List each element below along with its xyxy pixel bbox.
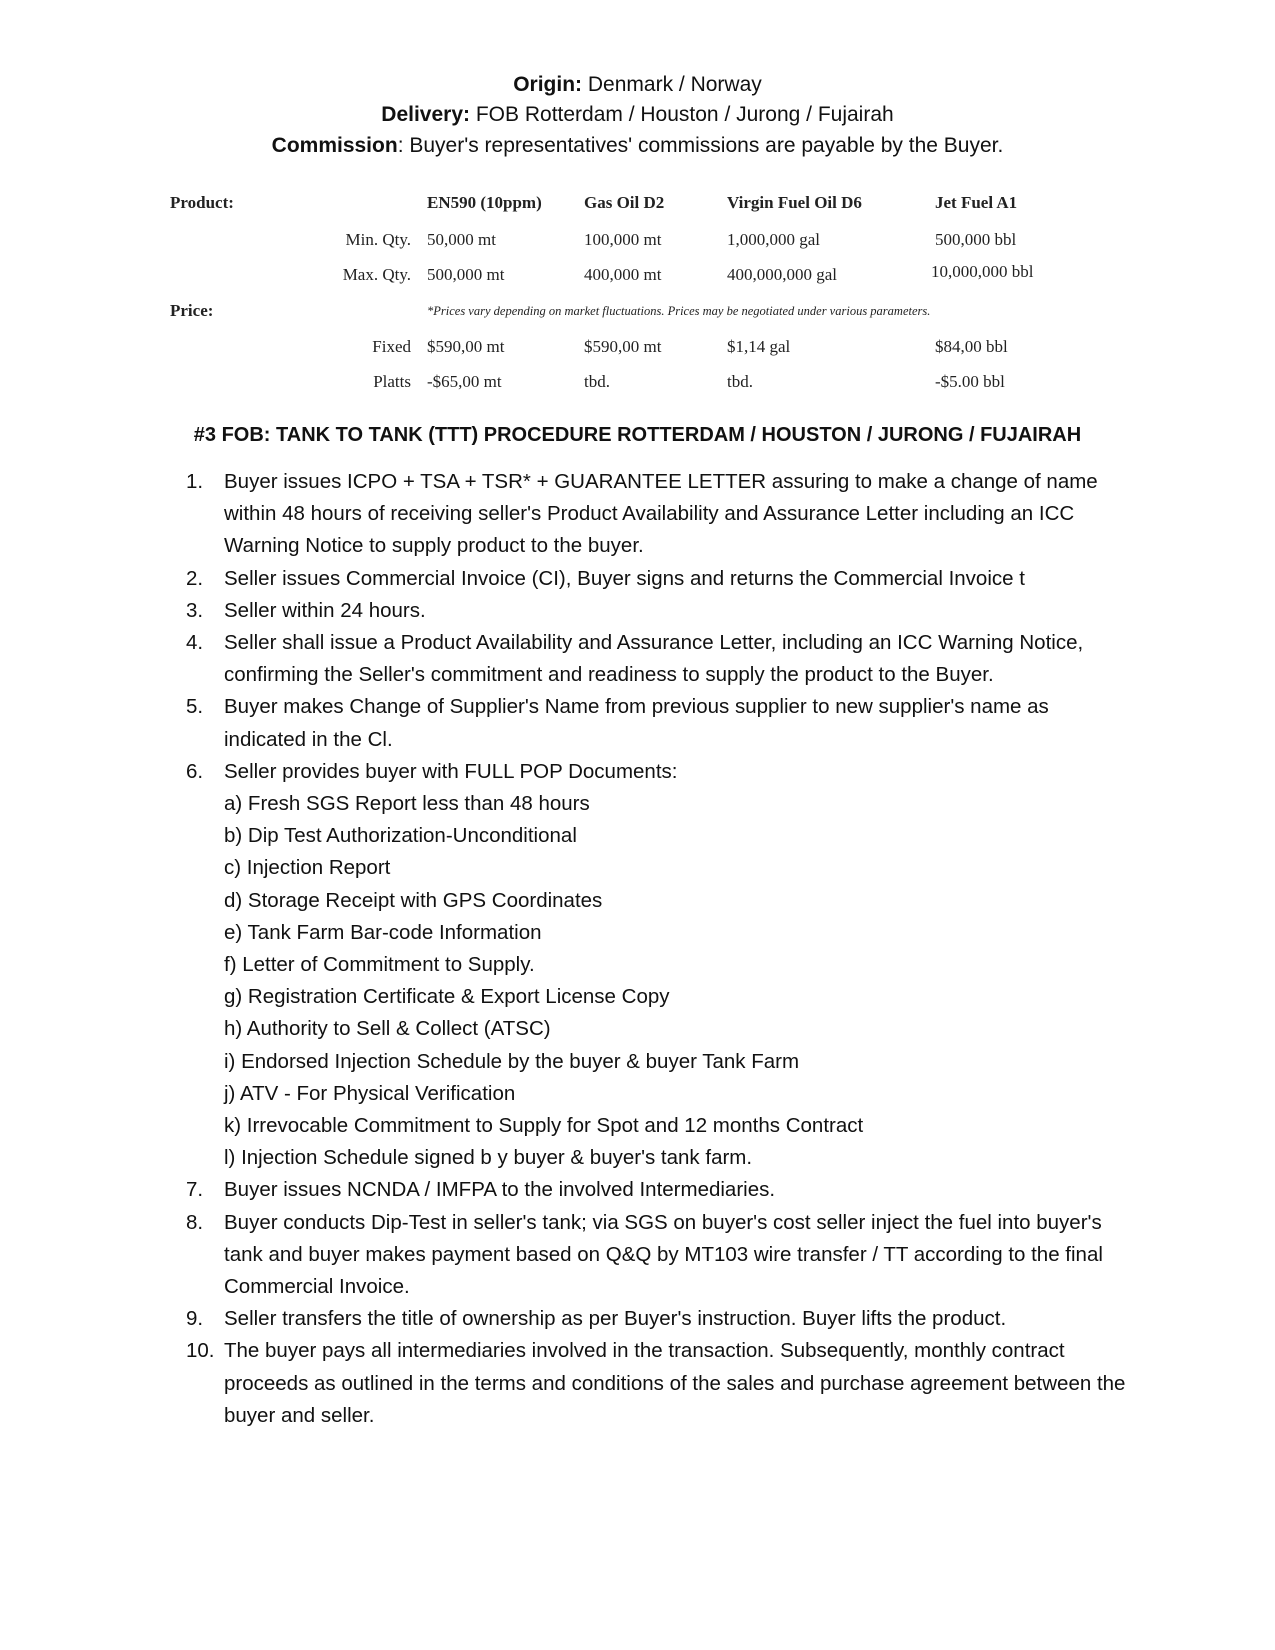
- pop-document-item: g) Registration Certificate & Export License Copy: [224, 985, 670, 1009]
- pop-document-item: a) Fresh SGS Report less than 48 hours: [224, 792, 590, 816]
- pop-document-item: b) Dip Test Authorization-Unconditional: [224, 824, 577, 848]
- table-cell: 1,000,000 gal: [727, 230, 821, 249]
- commission-label: Commission: [271, 134, 398, 157]
- list-item: 2. Seller issues Commercial Invoice (CI), Buyer signs and returns the Commercial Invoice t: [186, 566, 1025, 590]
- pop-document-item: j) ATV - For Physical Verification: [224, 1081, 516, 1105]
- list-item: 9. Seller transfers the title of ownership as per Buyer's instruction. Buyer lifts the product.: [186, 1307, 1007, 1331]
- pop-document-item: d) Storage Receipt with GPS Coordinates: [224, 888, 603, 912]
- table-cell: 500,000 bbl: [935, 230, 1017, 249]
- price-note: *Prices vary depending on market fluctuations. Prices may be negotiated under various parameters.: [427, 304, 931, 318]
- pop-document-item: i) Endorsed Injection Schedule by the buyer & buyer Tank Farm: [224, 1049, 800, 1073]
- pop-document-item: e) Tank Farm Bar-code Information: [224, 920, 542, 944]
- table-cell: $1,14 gal: [727, 337, 791, 356]
- pop-document-item: c) Injection Report: [224, 856, 391, 880]
- price-label: Price:: [170, 301, 214, 320]
- table-cell: 100,000 mt: [584, 230, 662, 249]
- table-cell: 400,000 mt: [584, 265, 662, 284]
- table-cell: $590,00 mt: [427, 337, 505, 356]
- table-cell: tbd.: [727, 372, 753, 391]
- delivery-line: [0, 100, 1275, 130]
- column-header: Jet Fuel A1: [935, 193, 1018, 212]
- table-cell: 10,000,000 bbl: [931, 262, 1034, 281]
- product-label: Product:: [170, 193, 234, 212]
- pop-document-item: h) Authority to Sell & Collect (ATSC): [224, 1017, 551, 1041]
- pop-document-item: f) Letter of Commitment to Supply.: [224, 953, 535, 977]
- table-cell: 50,000 mt: [427, 230, 496, 249]
- table-cell: -$5.00 bbl: [935, 372, 1005, 391]
- origin-label: Origin:: [513, 73, 583, 96]
- commission-line: [0, 131, 1275, 161]
- table-cell: 400,000,000 gal: [727, 265, 838, 284]
- list-item: 5. Buyer makes Change of Supplier's Name from previous supplier to new supplier's name as indicated in the Cl.: [186, 695, 1049, 751]
- column-header: EN590 (10ppm): [427, 193, 542, 212]
- table-cell: 500,000 mt: [427, 265, 505, 284]
- fixed-label: Fixed: [372, 337, 411, 356]
- list-item: 10. The buyer pays all intermediaries involved in the transaction. Subsequently, monthly contract proceeds as outlined in the terms and conditions of the sales and purchase agreement between the buyer and seller.: [186, 1339, 1126, 1427]
- table-cell: -$65,00 mt: [427, 372, 502, 391]
- min-qty-label: Min. Qty.: [345, 230, 411, 249]
- pop-document-item: k) Irrevocable Commitment to Supply for Spot and 12 months Contract: [224, 1114, 864, 1138]
- list-item: 3. Seller within 24 hours.: [186, 598, 426, 622]
- platts-label: Platts: [373, 372, 411, 391]
- table-cell: tbd.: [584, 372, 610, 391]
- list-item: 7. Buyer issues NCNDA / IMFPA to the involved Intermediaries.: [186, 1178, 776, 1202]
- column-header: Gas Oil D2: [584, 193, 665, 212]
- procedure-steps: [170, 466, 1130, 1432]
- list-item: 4. Seller shall issue a Product Availability and Assurance Letter, including an ICC Warning Notice, confirming the Seller's commitment and readiness to supply the product to the Buyer.: [186, 631, 1084, 687]
- column-header: Virgin Fuel Oil D6: [727, 193, 862, 212]
- table-cell: $590,00 mt: [584, 337, 662, 356]
- list-item: 8. Buyer conducts Dip-Test in seller's tank; via SGS on buyer's cost seller inject the fuel into buyer's tank and buyer makes payment based on Q&Q by MT103 wire transfer / TT according to the final Commercial Invoice.: [186, 1210, 1103, 1299]
- table-cell: $84,00 bbl: [935, 337, 1008, 356]
- delivery-label: Delivery:: [381, 103, 471, 126]
- procedure-title: #3 FOB: TANK TO TANK (TTT) PROCEDURE ROTTERDAM / HOUSTON / JURONG / FUJAIRAH: [193, 424, 1082, 446]
- commission-value: : Buyer's representatives' commissions are payable by the Buyer.: [397, 134, 1004, 157]
- origin-line: [0, 70, 1275, 100]
- origin-value: Denmark / Norway: [582, 73, 762, 96]
- delivery-value: FOB Rotterdam / Houston / Jurong / Fujairah: [470, 103, 894, 126]
- list-item: 6. Seller provides buyer with FULL POP Documents: a) Fresh SGS Report less than 48 hours b) Dip Test Authorization-Unconditional c) Injection Report d) Storage Receipt with GPS Coordinates e) Tank Farm Bar-code Information f) Letter of Commitment to Supply. g) Registration Certificate & Export License Copy h) Authority to Sell & Collect (ATSC) i) Endorsed Injection Schedule by the buyer & buyer Tank Farm j) ATV - For Physical Verification k) Irrevocable Commitment to Supply for Spot and 12 months Contract l) Injection Schedule signed b y buyer & buyer's tank farm.: [170, 756, 1130, 1175]
- list-item: 1. Buyer issues ICPO + TSA + TSR* + GUARANTEE LETTER assuring to make a change of name within 48 hours of receiving seller's Product Availability and Assurance Letter including an ICC Warning Notice to supply product to the buyer.: [186, 470, 1098, 558]
- max-qty-label: Max. Qty.: [342, 265, 411, 284]
- pop-document-item: l) Injection Schedule signed b y buyer & buyer's tank farm.: [224, 1146, 753, 1170]
